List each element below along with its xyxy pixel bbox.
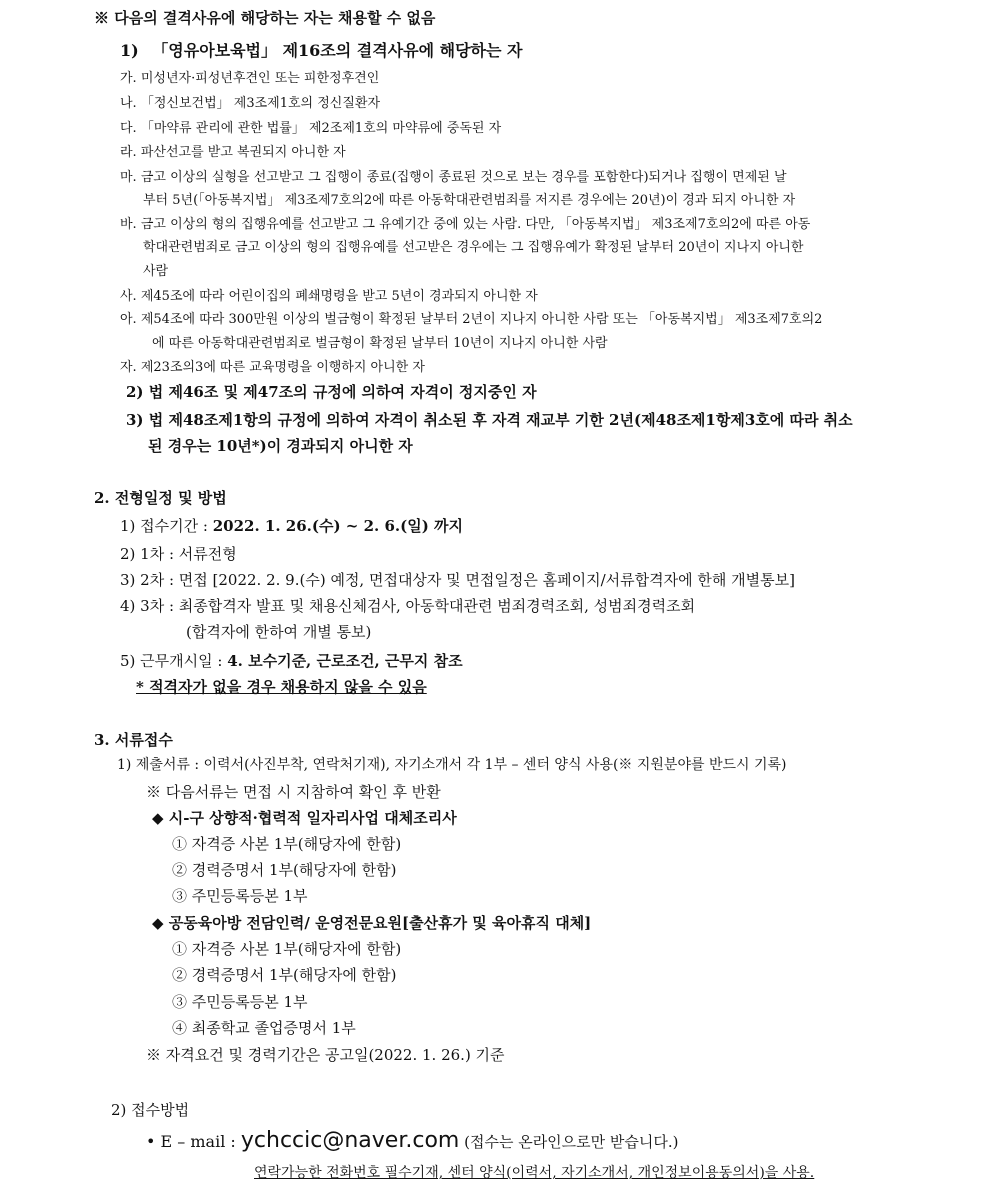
schedule-application-period: 1) 접수기간 : 2022. 1. 26.(수) ~ 2. 6.(일) 까지 [120,517,464,535]
email-address: ychccic@naver.com [240,1128,460,1153]
documents-group-cook-item-3: ③ 주민등록등본 1부 [172,887,308,905]
documents-group-childcare-item-2: ② 경력증명서 1부(해당자에 한함) [172,966,397,984]
disq-item-3: 3) 법 제48조제1항의 규정에 의하여 자격이 취소된 후 자격 재교부 기한 2년(제48조제1항제3호에 따라 취소 [126,411,853,429]
disq-sub-a: 아. 제54조에 따라 300만원 이상의 벌금형이 확정된 날부터 2년이 지나지 아니한 사람 또는 「아동복지법」 제3조제7호의2 [120,312,823,327]
documents-group-childcare-item-3: ③ 주민등록등본 1부 [172,993,308,1011]
documents-group-cook-item-2: ② 경력증명서 1부(해당자에 한함) [172,861,397,879]
documents-basis-note: ※ 자격요건 및 경력기간은 공고일(2022. 1. 26.) 기준 [146,1046,505,1064]
disq-sub-ma: 마. 금고 이상의 실형을 선고받고 그 집행이 종료(집행이 종료된 것으로 보는 경우를 포함한다)되거나 집행이 면제된 날 [120,170,787,185]
disq-sub-ba-cont2: 사람 [143,264,169,279]
documents-group-cook-title: ◆ 시-구 상향적·협력적 일자리사업 대체조리사 [152,809,457,827]
disqualification-title: ※ 다음의 결격사유에 해당하는 자는 채용할 수 없음 [94,9,436,27]
disq-sub-ma-cont: 부터 5년(「아동복지법」 제3조제7호의2에 따른 아동학대관련범죄를 저지른 경우에는 20년)이 경과 되지 아니한 자 [143,193,796,208]
disq-sub-sa: 사. 제45조에 따라 어린이집의 폐쇄명령을 받고 5년이 경과되지 아니한 자 [120,289,538,304]
schedule-round-3-note: (합격자에 한하여 개별 통보) [186,623,372,641]
schedule-heading: 2. 전형일정 및 방법 [94,489,227,507]
disq-sub-ba: 바. 금고 이상의 형의 집행유예를 선고받고 그 유예기간 중에 있는 사람. 다만, 「아동복지법」 제3조제7호의2에 따른 아동 [120,217,811,232]
method-requirement: 연락가능한 전화번호 필수기재, 센터 양식(이력서, 자기소개서, 개인정보이용동의서)을 사용. [254,1165,815,1181]
disq-sub-ja: 자. 제23조의3에 따른 교육명령을 이행하지 아니한 자 [120,360,425,375]
documents-group-childcare-item-1: ① 자격증 사본 1부(해당자에 한함) [172,940,402,958]
schedule-round-3: 4) 3차 : 최종합격자 발표 및 채용신체검사, 아동학대관련 범죄경력조회, 성범죄경력조회 [120,597,696,615]
disq-item-3-cont: 된 경우는 10년*)이 경과되지 아니한 자 [148,437,413,455]
method-email-line: • E – mail : ychccic@naver.com (접수는 온라인으로만 받습니다.) [146,1128,679,1153]
schedule-round-1: 2) 1차 : 서류전형 [120,545,237,563]
disq-item-2: 2) 법 제46조 및 제47조의 규정에 의하여 자격이 정지중인 자 [126,383,537,401]
disq-sub-na: 나. 「정신보건법」 제3조제1호의 정신질환자 [120,96,381,111]
method-heading: 2) 접수방법 [111,1101,190,1119]
disq-sub-a-cont: 에 따른 아동학대관련범죄로 벌금형이 확정된 날부터 10년이 지나지 아니한 사람 [152,336,608,351]
documents-heading: 3. 서류접수 [94,731,173,749]
documents-group-cook-item-1: ① 자격증 사본 1부(해당자에 한함) [172,835,402,853]
documents-interview-note: ※ 다음서류는 면접 시 지참하여 확인 후 반환 [146,783,441,801]
disq-sub-ra: 라. 파산선고를 받고 복권되지 아니한 자 [120,145,346,160]
disq-sub-ba-cont: 학대관련범죄로 금고 이상의 형의 집행유예를 선고받은 경우에는 그 집행유예가 확정된 날부터 20년이 지나지 아니한 [143,240,804,255]
disq-sub-ga: 가. 미성년자·피성년후견인 또는 피한정후견인 [120,71,380,86]
schedule-start-date: 5) 근무개시일 : 4. 보수기준, 근로조건, 근무지 참조 [120,652,463,670]
schedule-round-2: 3) 2차 : 면접 [2022. 2. 9.(수) 예정, 면접대상자 및 면접일정은 홈페이지/서류합격자에 한해 개별통보] [120,571,795,589]
documents-required: 1) 제출서류 : 이력서(사진부착, 연락처기재), 자기소개서 각 1부 – 센터 양식 사용(※ 지원분야를 반드시 기록) [117,757,787,773]
disq-sub-da: 다. 「마약류 관리에 관한 법률」 제2조제1호의 마약류에 중독된 자 [120,121,502,136]
disq-item-1: 1) 「영유아보육법」 제16조의 결격사유에 해당하는 자 [120,41,523,60]
documents-group-childcare-title: ◆ 공동육아방 전담인력/ 운영전문요원[출산휴가 및 육아휴직 대체] [152,914,592,932]
documents-group-childcare-item-4: ④ 최종학교 졸업증명서 1부 [172,1019,356,1037]
schedule-notice: * 적격자가 없을 경우 채용하지 않을 수 있음 [136,678,427,696]
